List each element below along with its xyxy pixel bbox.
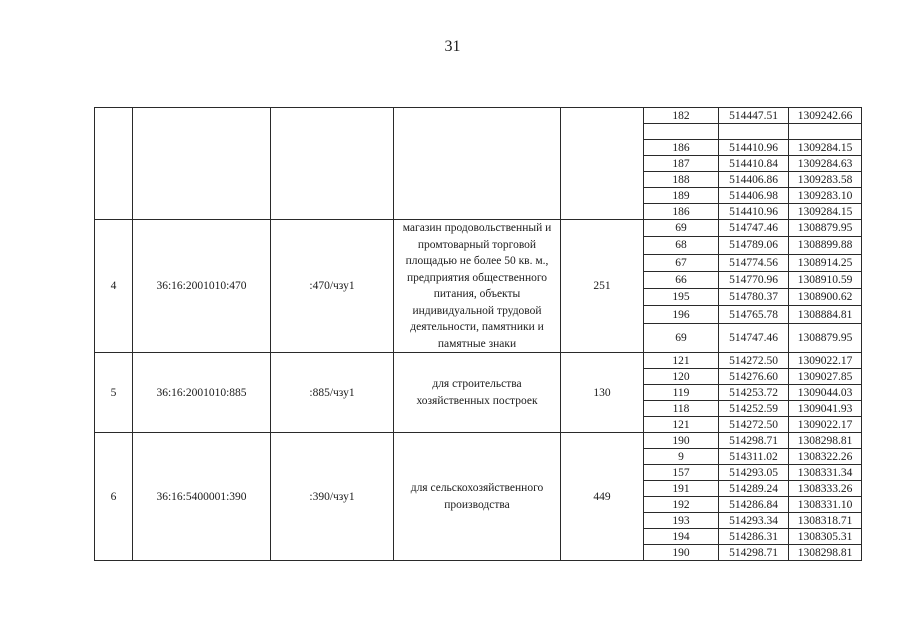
coord-y: 1308331.34 [789,465,862,481]
coord-y: 1308879.95 [789,220,862,237]
point-number: 187 [644,156,719,172]
coord-x: 514311.02 [719,449,789,465]
coord-y: 1309284.15 [789,204,862,220]
point-number: 9 [644,449,719,465]
point-number: 186 [644,140,719,156]
table-row [95,220,862,237]
coord-x: 514293.05 [719,465,789,481]
point-number: 192 [644,497,719,513]
coord-x: 514770.96 [719,271,789,288]
coord-y: 1309283.58 [789,172,862,188]
coord-y: 1308322.26 [789,449,862,465]
point-number: 186 [644,204,719,220]
permitted-use: магазин продовольственный и промтоварный торговой площадью не более 50 кв. м., предприятия общественного питания, объекты индивидуальной трудовой деятельности, памятники и памятные знаки [394,220,561,353]
coord-x: 514272.50 [719,353,789,369]
point-number: 121 [644,353,719,369]
coord-x: 514747.46 [719,323,789,352]
point-number: 119 [644,385,719,401]
parcel-area [561,108,644,220]
coord-y: 1308900.62 [789,289,862,306]
permitted-use: для сельскохозяйственного производства [394,433,561,561]
zone-code [271,108,394,220]
table-row [95,108,862,124]
coord-x: 514410.96 [719,204,789,220]
point-number: 157 [644,465,719,481]
coord-x: 514780.37 [719,289,789,306]
parcel-area: 130 [561,353,644,433]
coord-x: 514447.51 [719,108,789,124]
coord-x: 514252.59 [719,401,789,417]
point-number: 196 [644,306,719,323]
cadastral-number [133,108,271,220]
coord-x: 514286.84 [719,497,789,513]
coord-y: 1309242.66 [789,108,862,124]
coord-x: 514406.86 [719,172,789,188]
coord-x: 514253.72 [719,385,789,401]
coord-x: 514272.50 [719,417,789,433]
parcel-area: 449 [561,433,644,561]
coord-x: 514774.56 [719,254,789,271]
zone-code: :885/чзу1 [271,353,394,433]
coord-y: 1309284.63 [789,156,862,172]
point-number: 190 [644,545,719,561]
coord-y: 1308333.26 [789,481,862,497]
parcel-number: 4 [95,220,133,353]
coord-x: 514747.46 [719,220,789,237]
coord-x: 514298.71 [719,433,789,449]
cadastral-number: 36:16:2001010:885 [133,353,271,433]
coord-y: 1309044.03 [789,385,862,401]
permitted-use: для строительства хозяйственных построек [394,353,561,433]
table-row [95,353,862,369]
point-number: 68 [644,237,719,254]
coord-y: 1308318.71 [789,513,862,529]
coord-y: 1309041.93 [789,401,862,417]
point-number: 121 [644,417,719,433]
point-number: 191 [644,481,719,497]
permitted-use [394,108,561,220]
coord-x: 514289.24 [719,481,789,497]
point-number: 69 [644,220,719,237]
coord-y: 1309284.15 [789,140,862,156]
table-row [95,433,862,449]
zone-code: :390/чзу1 [271,433,394,561]
coord-y: 1308305.31 [789,529,862,545]
coord-x [719,124,789,140]
coord-y: 1308899.88 [789,237,862,254]
coord-x: 514298.71 [719,545,789,561]
coord-x: 514293.34 [719,513,789,529]
point-number: 69 [644,323,719,352]
coord-y: 1308910.59 [789,271,862,288]
point-number: 66 [644,271,719,288]
zone-code: :470/чзу1 [271,220,394,353]
point-number: 189 [644,188,719,204]
coord-y: 1309022.17 [789,417,862,433]
coord-x: 514276.60 [719,369,789,385]
point-number: 195 [644,289,719,306]
point-number: 182 [644,108,719,124]
coord-y: 1308879.95 [789,323,862,352]
parcel-number: 6 [95,433,133,561]
coord-y [789,124,862,140]
parcel-coordinates-table [94,107,862,561]
coord-y: 1308884.81 [789,306,862,323]
point-number: 190 [644,433,719,449]
point-number: 67 [644,254,719,271]
point-number: 193 [644,513,719,529]
coord-x: 514789.06 [719,237,789,254]
parcel-area: 251 [561,220,644,353]
cadastral-number: 36:16:5400001:390 [133,433,271,561]
point-number: 188 [644,172,719,188]
parcel-number [95,108,133,220]
cadastral-number: 36:16:2001010:470 [133,220,271,353]
point-number: 194 [644,529,719,545]
coord-y: 1309022.17 [789,353,862,369]
point-number: 118 [644,401,719,417]
coord-y: 1309027.85 [789,369,862,385]
point-number [644,124,719,140]
page-number: 31 [444,38,461,55]
coord-x: 514286.31 [719,529,789,545]
coord-x: 514410.96 [719,140,789,156]
coord-x: 514406.98 [719,188,789,204]
coord-y: 1308298.81 [789,433,862,449]
coord-y: 1308914.25 [789,254,862,271]
coord-y: 1308298.81 [789,545,862,561]
coord-y: 1309283.10 [789,188,862,204]
coord-x: 514765.78 [719,306,789,323]
parcel-number: 5 [95,353,133,433]
coord-y: 1308331.10 [789,497,862,513]
coord-x: 514410.84 [719,156,789,172]
point-number: 120 [644,369,719,385]
